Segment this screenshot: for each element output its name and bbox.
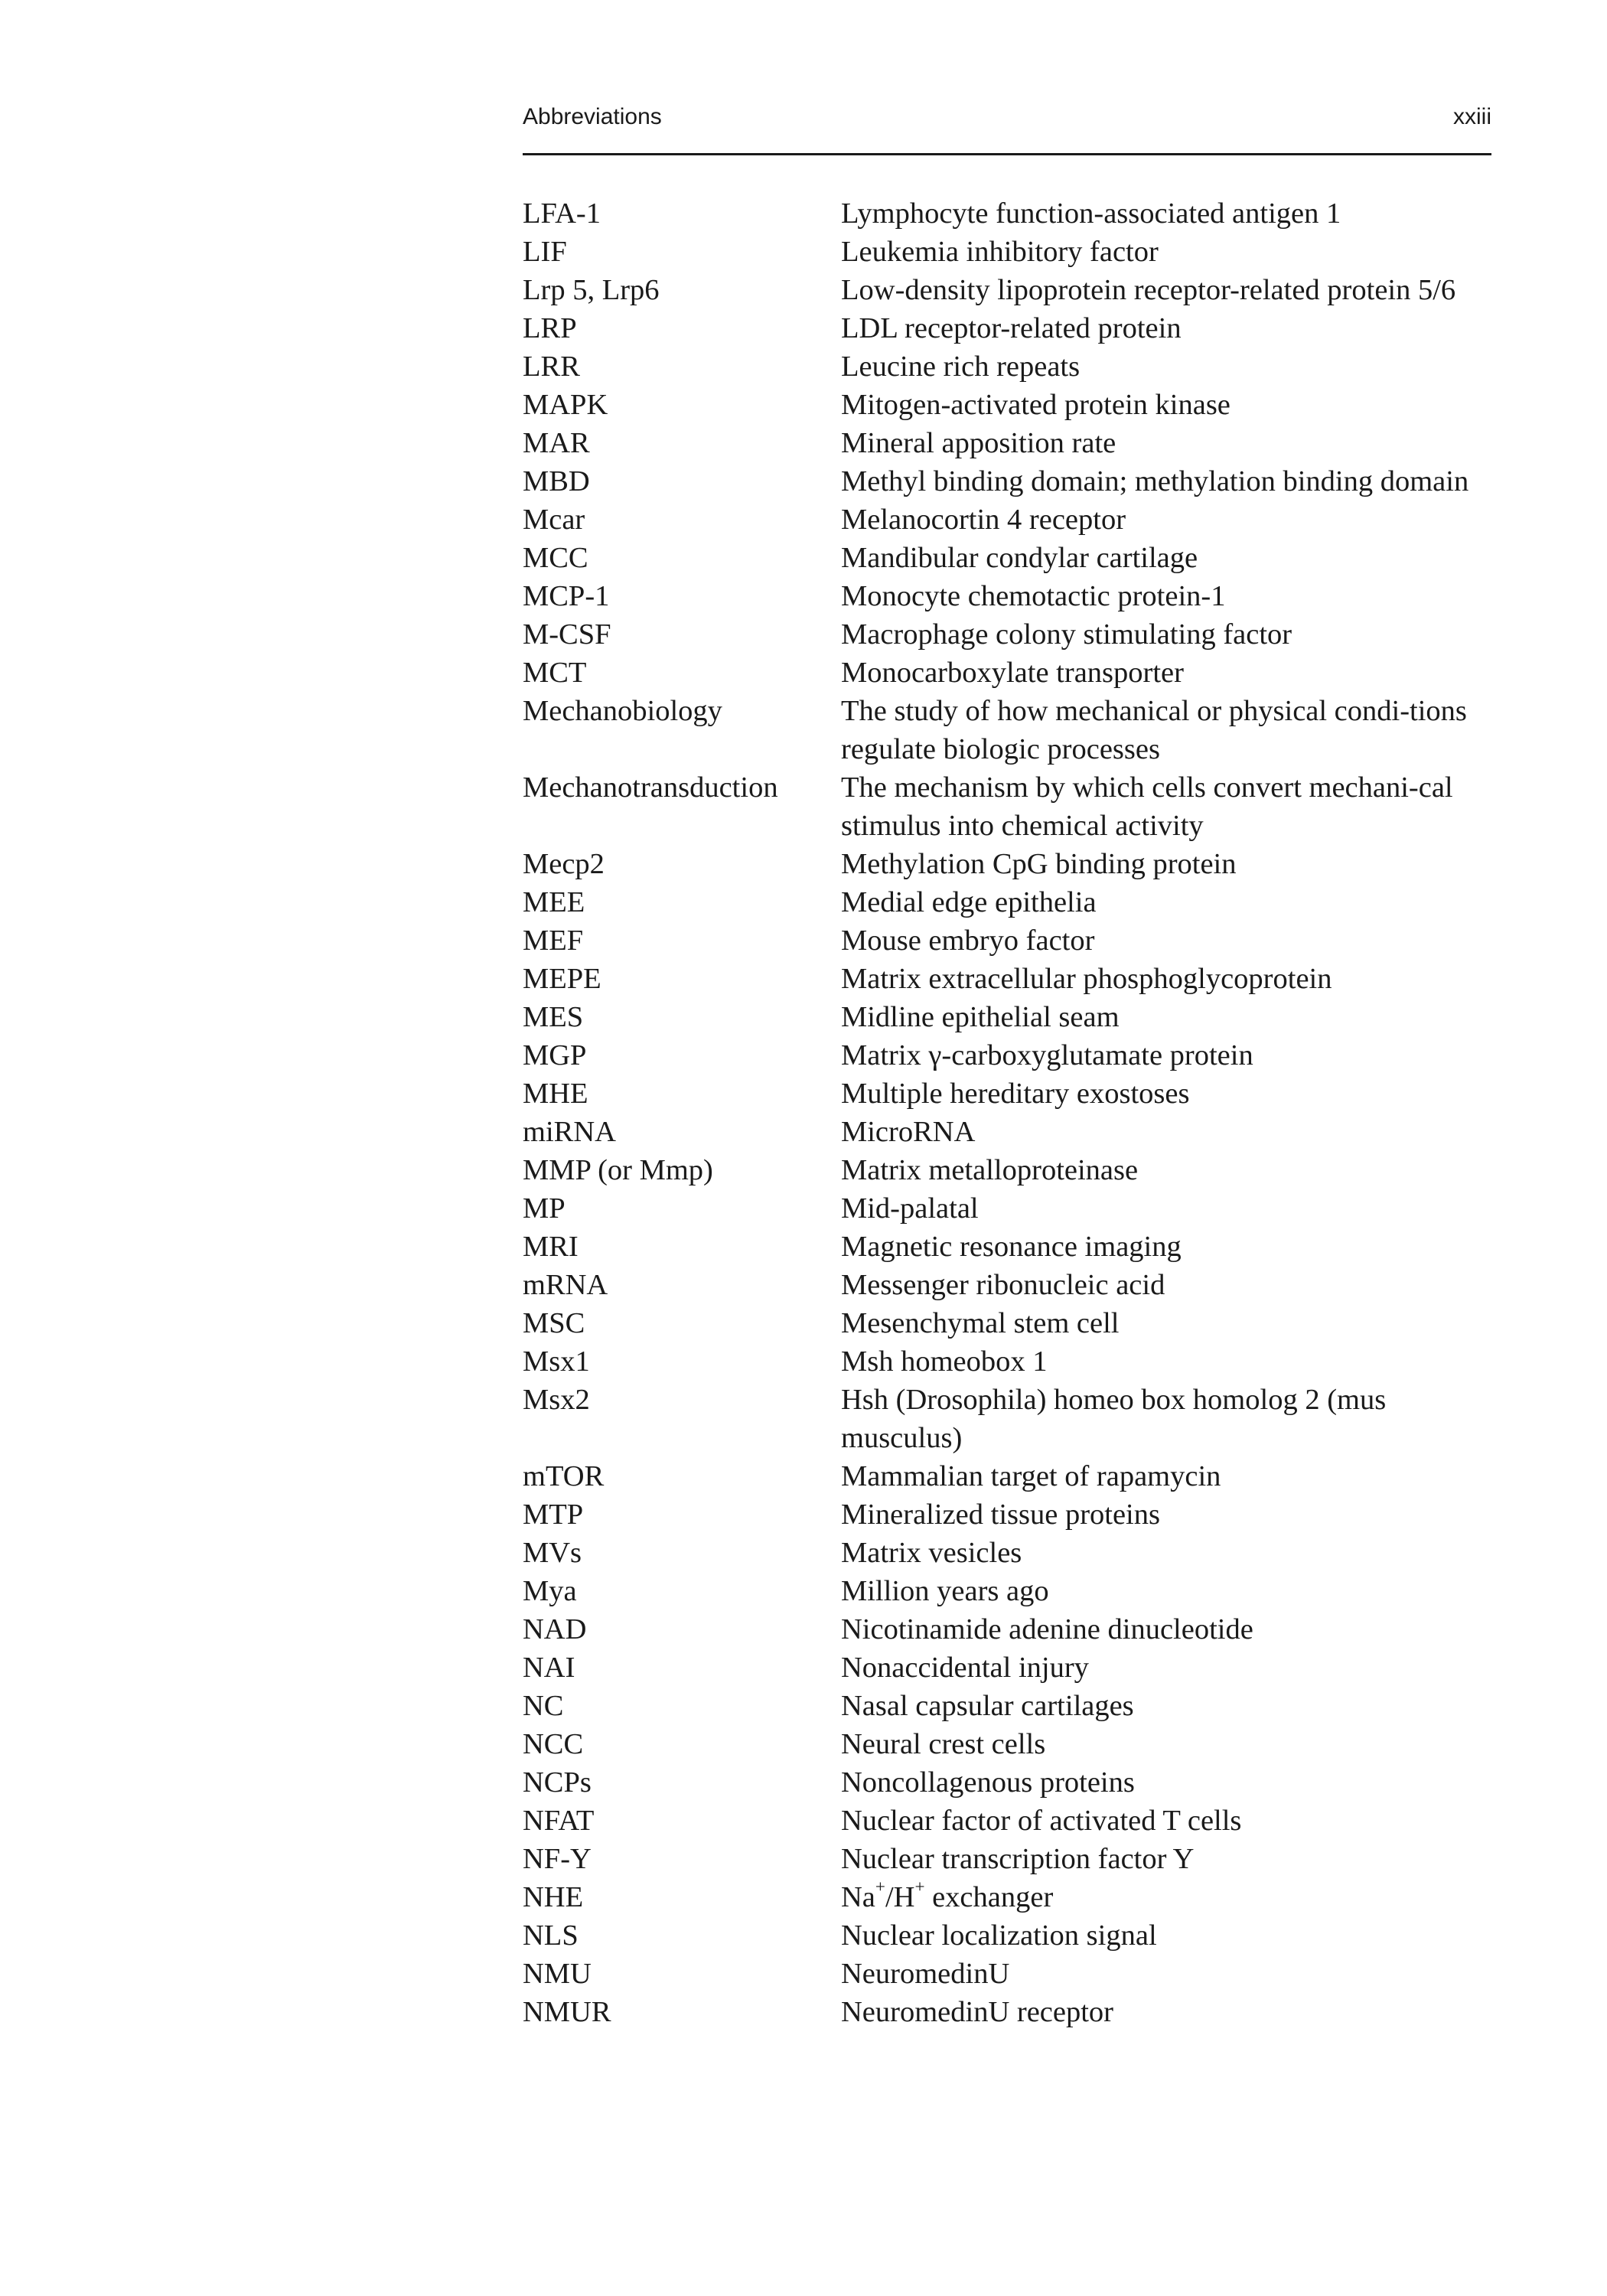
abbreviation-definition: NeuromedinU	[841, 1958, 1010, 1990]
abbreviation-term: MCT	[523, 657, 587, 689]
abbreviation-definition: Neural crest cells	[841, 1728, 1046, 1760]
abbreviation-definition: Mid-palatal	[841, 1192, 979, 1225]
abbreviation-term: Mcar	[523, 504, 585, 536]
abbreviation-entry	[523, 1763, 1491, 1802]
abbreviation-term: LIF	[523, 236, 567, 268]
abbreviation-term: mTOR	[523, 1460, 605, 1492]
abbreviation-term: NAI	[523, 1652, 575, 1684]
abbreviation-entry	[523, 1687, 1491, 1725]
abbreviation-definition: Nonaccidental injury	[841, 1652, 1089, 1684]
abbreviation-term: MAR	[523, 427, 590, 459]
superscript-plus: +	[914, 1876, 925, 1896]
abbreviation-definition: Nicotinamide adenine dinucleotide	[841, 1613, 1253, 1645]
abbreviation-entry	[523, 501, 1491, 539]
abbreviation-term: Msx2	[523, 1384, 590, 1416]
abbreviation-term: NAD	[523, 1613, 587, 1645]
definition-text: Na	[841, 1881, 875, 1913]
abbreviation-entry	[523, 1916, 1491, 1955]
abbreviation-entry	[523, 347, 1491, 386]
abbreviation-definition: Mouse embryo factor	[841, 925, 1095, 957]
page-header	[523, 96, 1491, 155]
abbreviation-definition: Mitogen-activated protein kinase	[841, 389, 1231, 421]
abbreviation-term: NLS	[523, 1919, 579, 1952]
abbreviation-entry	[523, 1228, 1491, 1266]
abbreviation-entry	[523, 1878, 1491, 1916]
abbreviation-term: NCPs	[523, 1766, 592, 1799]
abbreviation-definition: Matrix γ-carboxyglutamate protein	[841, 1039, 1253, 1071]
abbreviation-term: Mechanobiology	[523, 695, 722, 727]
abbreviation-term: MSC	[523, 1307, 585, 1339]
abbreviation-entry	[523, 1266, 1491, 1304]
abbreviation-entry	[523, 1534, 1491, 1572]
abbreviation-entry	[523, 1342, 1491, 1381]
abbreviation-entry	[523, 309, 1491, 347]
abbreviation-definition: Mandibular condylar cartilage	[841, 542, 1198, 574]
abbreviation-term: M-CSF	[523, 618, 611, 651]
abbreviation-entry	[523, 768, 1491, 845]
abbreviation-term: MCC	[523, 542, 588, 574]
abbreviation-list	[523, 194, 1491, 2031]
abbreviation-definition: Leucine rich repeats	[841, 351, 1081, 383]
abbreviation-definition: Noncollagenous proteins	[841, 1766, 1135, 1799]
abbreviation-term: LRR	[523, 351, 580, 383]
abbreviation-definition: Mesenchymal stem cell	[841, 1307, 1120, 1339]
abbreviation-entry	[523, 1649, 1491, 1687]
abbreviation-entry	[523, 1036, 1491, 1075]
abbreviation-term: NC	[523, 1690, 564, 1722]
abbreviation-term: Mechanotransduction	[523, 771, 778, 804]
abbreviation-definition: Nuclear factor of activated T cells	[841, 1805, 1242, 1837]
abbreviation-entry	[523, 1075, 1491, 1113]
superscript-plus: +	[875, 1876, 885, 1896]
abbreviation-term: LRP	[523, 312, 577, 344]
abbreviation-entry	[523, 960, 1491, 998]
abbreviation-term: MEPE	[523, 963, 601, 995]
abbreviation-entry	[523, 462, 1491, 501]
abbreviation-entry	[523, 1304, 1491, 1342]
abbreviation-definition	[841, 1878, 1491, 1916]
abbreviation-entry	[523, 1495, 1491, 1534]
abbreviation-entry	[523, 1993, 1491, 2031]
abbreviation-term: MRI	[523, 1231, 579, 1263]
abbreviation-term: NCC	[523, 1728, 584, 1760]
abbreviation-term: Mya	[523, 1575, 577, 1607]
abbreviation-entry	[523, 1151, 1491, 1189]
abbreviation-entry	[523, 539, 1491, 577]
abbreviation-entry	[523, 921, 1491, 960]
abbreviation-definition: Magnetic resonance imaging	[841, 1231, 1182, 1263]
abbreviation-definition: Leukemia inhibitory factor	[841, 236, 1159, 268]
abbreviation-definition: Messenger ribonucleic acid	[841, 1269, 1165, 1301]
abbreviation-entry	[523, 998, 1491, 1036]
abbreviation-definition: MicroRNA	[841, 1116, 976, 1148]
abbreviation-entry	[523, 1955, 1491, 1993]
abbreviation-term: Mecp2	[523, 848, 605, 880]
abbreviation-definition: Melanocortin 4 receptor	[841, 504, 1126, 536]
abbreviation-entry	[523, 386, 1491, 424]
abbreviation-definition: Mineralized tissue proteins	[841, 1499, 1160, 1531]
abbreviation-definition: Matrix metalloproteinase	[841, 1154, 1139, 1186]
abbreviation-term: MCP-1	[523, 580, 610, 612]
abbreviation-term: MES	[523, 1001, 584, 1033]
abbreviation-term: MBD	[523, 465, 590, 497]
abbreviation-entry	[523, 1802, 1491, 1840]
abbreviation-entry	[523, 577, 1491, 615]
abbreviation-definition: NeuromedinU receptor	[841, 1996, 1113, 2028]
abbreviation-entry	[523, 233, 1491, 271]
abbreviation-entry	[523, 1189, 1491, 1228]
abbreviation-entry	[523, 883, 1491, 921]
page-number: xxiii	[1453, 104, 1491, 129]
abbreviation-entry	[523, 615, 1491, 654]
abbreviation-term: NMU	[523, 1958, 592, 1990]
abbreviation-term: Msx1	[523, 1345, 590, 1378]
abbreviation-term: NMUR	[523, 1996, 611, 2028]
abbreviation-term: MEF	[523, 925, 584, 957]
abbreviation-definition: Monocyte chemotactic protein-1	[841, 580, 1226, 612]
abbreviation-entry	[523, 1113, 1491, 1151]
abbreviation-entry	[523, 1610, 1491, 1649]
definition-text: exchanger	[924, 1881, 1054, 1913]
abbreviation-entry	[523, 194, 1491, 233]
abbreviation-entry	[523, 424, 1491, 462]
abbreviation-term: MGP	[523, 1039, 587, 1071]
abbreviation-definition: Nuclear localization signal	[841, 1919, 1157, 1952]
abbreviation-definition: Matrix extracellular phosphoglycoprotein	[841, 963, 1332, 995]
abbreviation-entry	[523, 1840, 1491, 1878]
abbreviation-definition: Lymphocyte function-associated antigen 1	[841, 197, 1341, 230]
abbreviation-definition: Medial edge epithelia	[841, 886, 1097, 918]
abbreviation-definition: Methyl binding domain; methylation binding domain	[841, 465, 1469, 497]
abbreviation-definition: Million years ago	[841, 1575, 1049, 1607]
abbreviation-entry	[523, 1381, 1491, 1457]
abbreviation-term: mRNA	[523, 1269, 608, 1301]
abbreviation-entry	[523, 654, 1491, 692]
abbreviation-entry	[523, 271, 1491, 309]
abbreviation-definition: Nuclear transcription factor Y	[841, 1843, 1195, 1875]
abbreviation-term: MTP	[523, 1499, 584, 1531]
abbreviation-entry	[523, 1725, 1491, 1763]
abbreviation-entry	[523, 845, 1491, 883]
abbreviation-term: MHE	[523, 1078, 588, 1110]
abbreviation-term: LFA-1	[523, 197, 601, 230]
abbreviation-definition: Midline epithelial seam	[841, 1001, 1120, 1033]
abbreviation-definition: Mammalian target of rapamycin	[841, 1460, 1221, 1492]
abbreviation-definition: Monocarboxylate transporter	[841, 657, 1184, 689]
abbreviation-term: MP	[523, 1192, 566, 1225]
abbreviation-definition: The mechanism by which cells convert mechani-cal stimulus into chemical activity	[841, 771, 1453, 842]
abbreviation-term: MEE	[523, 886, 585, 918]
abbreviation-term: NF-Y	[523, 1843, 592, 1875]
abbreviation-term: MMP (or Mmp)	[523, 1154, 713, 1186]
abbreviation-definition: Hsh (Drosophila) homeo box homolog 2 (mus musculus)	[841, 1384, 1387, 1454]
abbreviation-definition: Mineral apposition rate	[841, 427, 1116, 459]
abbreviation-term: MVs	[523, 1537, 582, 1569]
abbreviation-definition: Msh homeobox 1	[841, 1345, 1048, 1378]
abbreviation-definition: Nasal capsular cartilages	[841, 1690, 1134, 1722]
abbreviation-entry	[523, 1572, 1491, 1610]
abbreviation-entry	[523, 1457, 1491, 1495]
abbreviation-definition: Macrophage colony stimulating factor	[841, 618, 1292, 651]
abbreviation-definition: Matrix vesicles	[841, 1537, 1022, 1569]
abbreviation-definition: LDL receptor-related protein	[841, 312, 1182, 344]
abbreviation-definition: Methylation CpG binding protein	[841, 848, 1237, 880]
section-title: Abbreviations	[523, 104, 662, 129]
definition-text: /H	[885, 1881, 915, 1913]
abbreviation-term: MAPK	[523, 389, 608, 421]
abbreviation-definition: The study of how mechanical or physical condi-tions regulate biologic processes	[841, 695, 1467, 765]
abbreviation-definition: Multiple hereditary exostoses	[841, 1078, 1190, 1110]
abbreviation-term: miRNA	[523, 1116, 616, 1148]
abbreviation-entry	[523, 692, 1491, 768]
abbreviation-definition: Low-density lipoprotein receptor-related protein 5/6	[841, 274, 1456, 306]
abbreviation-term: NFAT	[523, 1805, 595, 1837]
abbreviation-term: NHE	[523, 1881, 584, 1913]
abbreviation-term: Lrp 5, Lrp6	[523, 274, 660, 306]
